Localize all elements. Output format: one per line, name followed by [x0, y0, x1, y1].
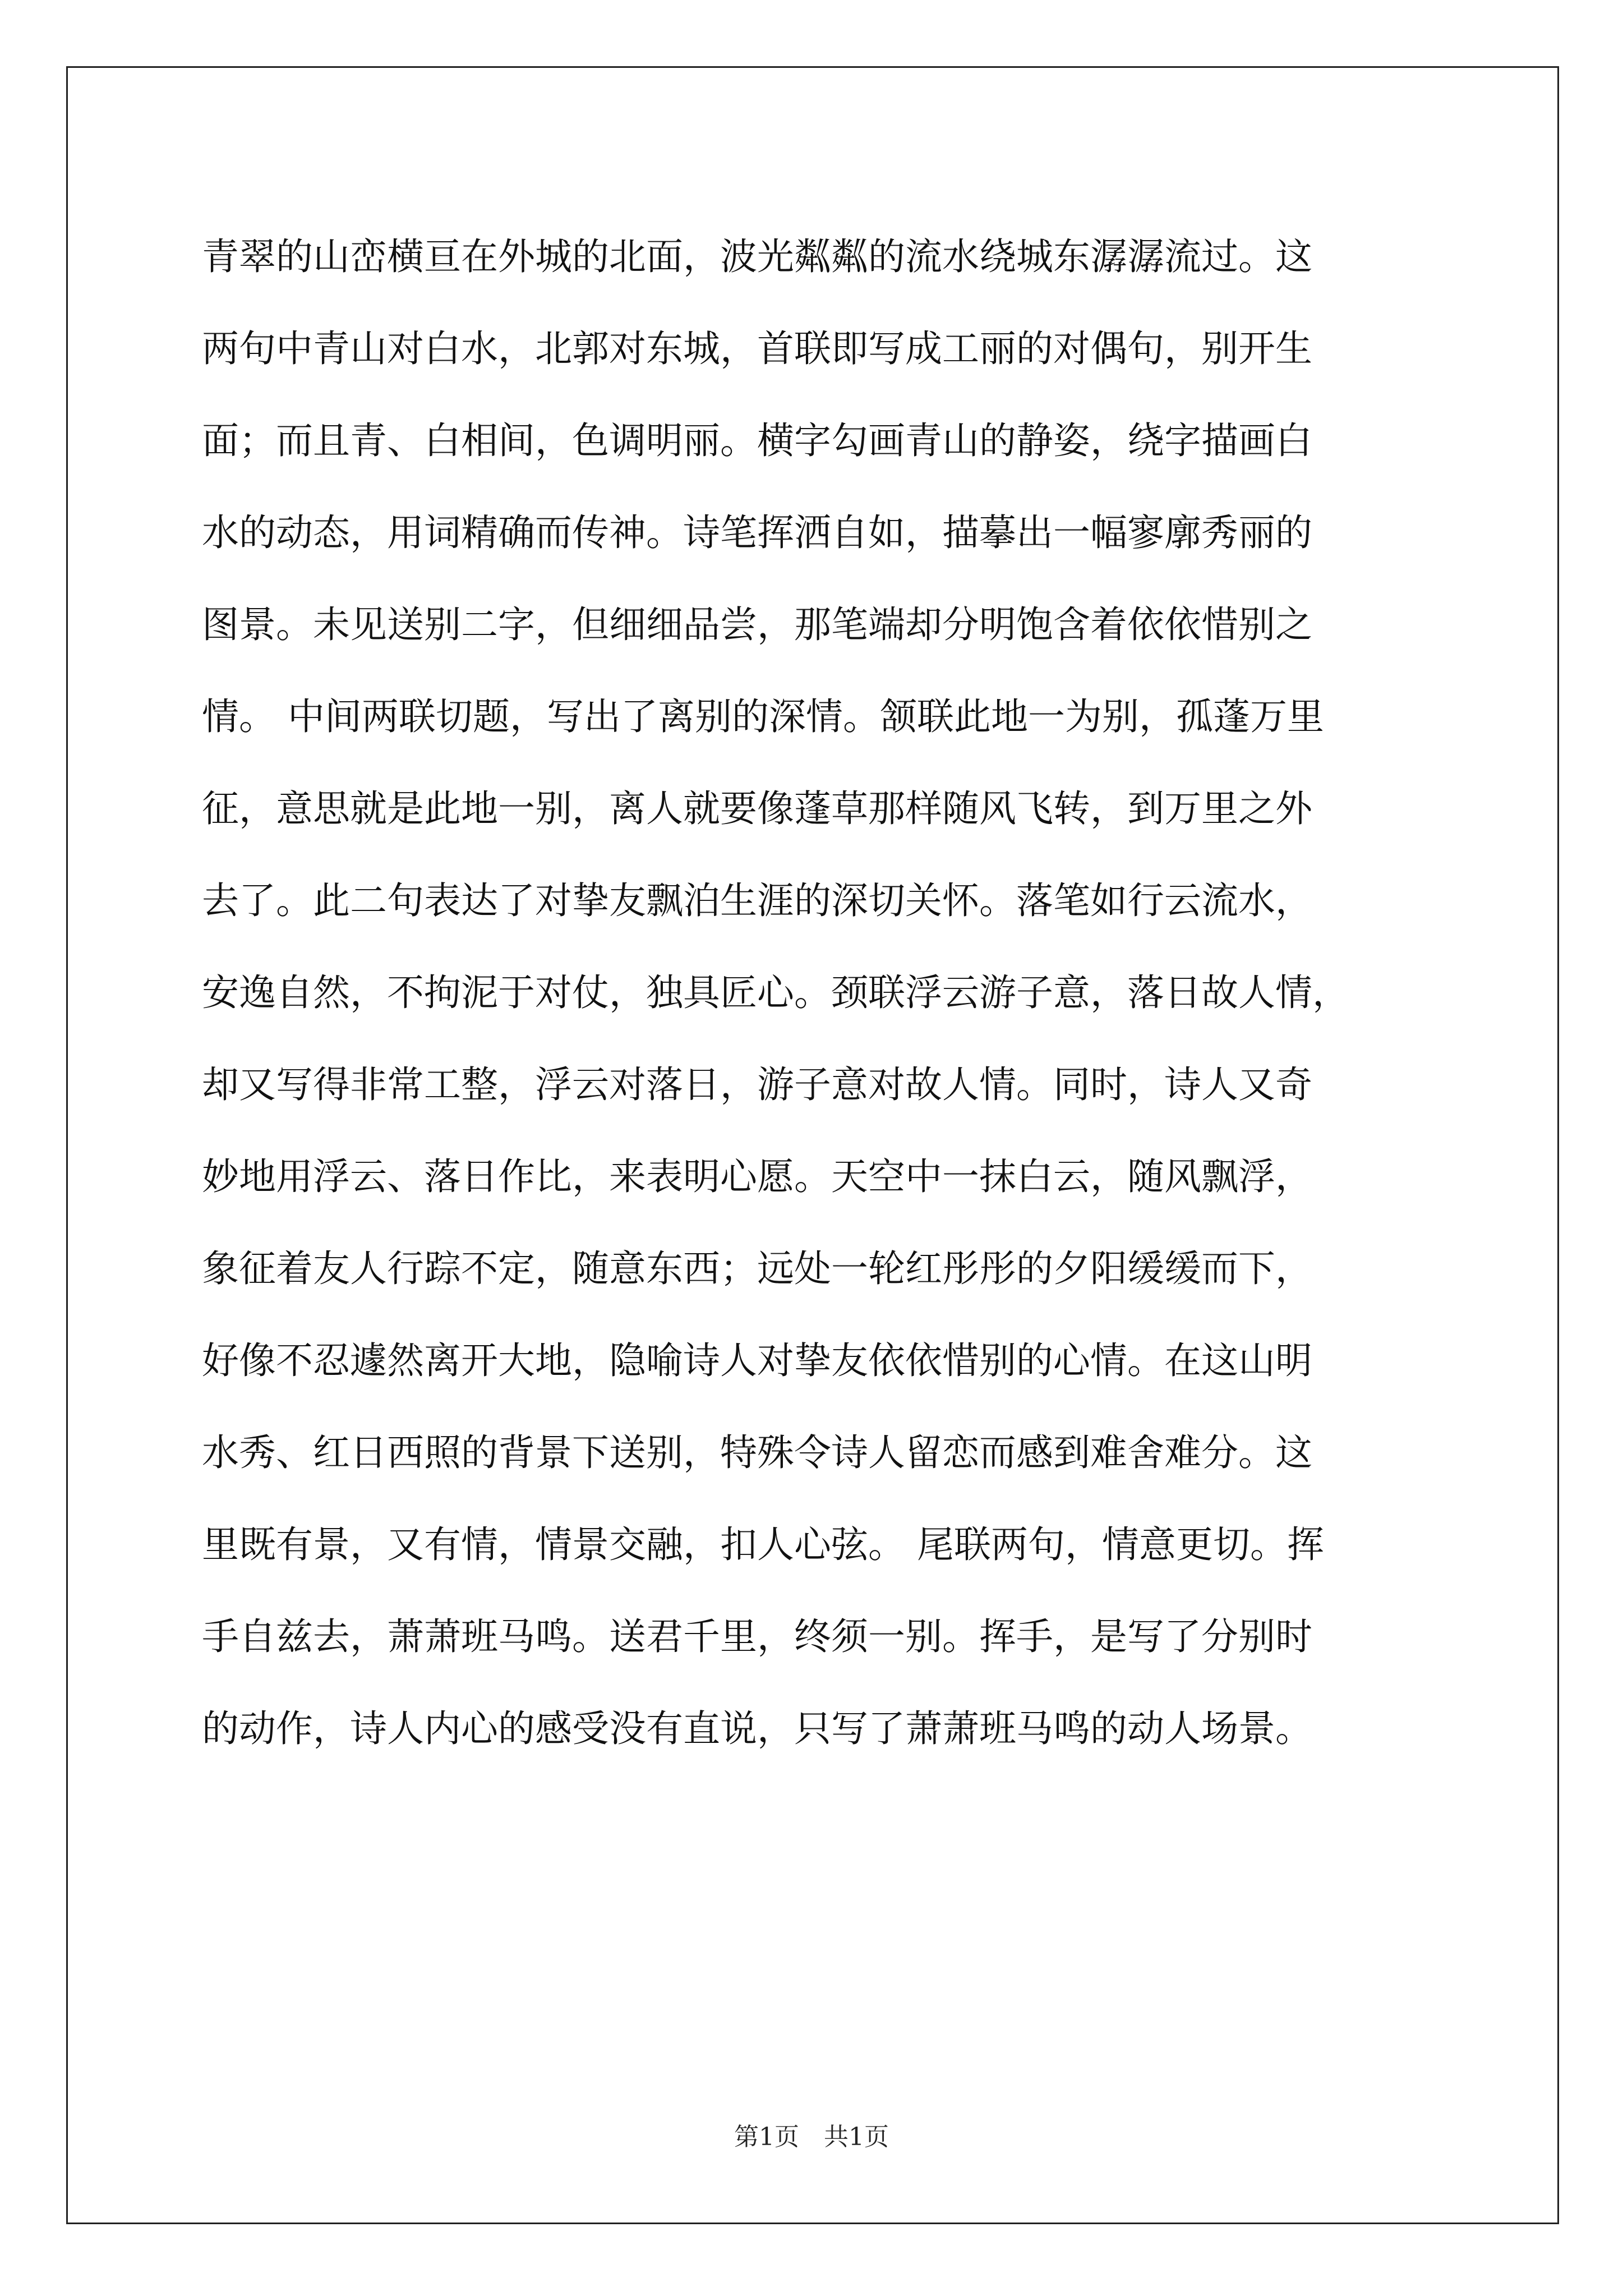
text-line-12: 象征着友人行踪不定，随意东西；远处一轮红彤彤的夕阳缓缓而下， [202, 1247, 1312, 1290]
text-line-5: 图景。未见送别二字，但细细品尝，那笔端却分明饱含着依依惜别之 [202, 603, 1312, 646]
text-line-2: 两句中青山对白水，北郭对东城，首联即写成工丽的对偶句，别开生 [202, 327, 1312, 370]
text-line-6: 情。 中间两联切题，写出了离别的深情。颔联此地一为别，孤蓬万里 [202, 695, 1324, 738]
text-line-1: 青翠的山峦横亘在外城的北面，波光粼粼的流水绕城东潺潺流过。这 [202, 235, 1312, 278]
text-line-16: 手自兹去，萧萧班马鸣。送君千里，终须一别。挥手，是写了分别时 [202, 1615, 1312, 1658]
text-line-4: 水的动态，用词精确而传神。诗笔挥洒自如，描摹出一幅寥廓秀丽的 [202, 511, 1312, 554]
text-line-3: 面；而且青、白相间，色调明丽。横字勾画青山的静姿，绕字描画白 [202, 419, 1312, 462]
document-body [202, 211, 1458, 1775]
text-line-17: 的动作，诗人内心的感受没有直说，只写了萧萧班马鸣的动人场景。 [202, 1707, 1312, 1750]
text-line-8: 去了。此二句表达了对挚友飘泊生涯的深切关怀。落笔如行云流水， [202, 879, 1312, 922]
page-number-footer: 第1页 共1页 [734, 2123, 889, 2151]
text-line-14: 水秀、红日西照的背景下送别，特殊令诗人留恋而感到难舍难分。这 [202, 1431, 1312, 1474]
text-line-9: 安逸自然，不拘泥于对仗，独具匠心。颈联浮云游子意，落日故人情， [202, 971, 1349, 1014]
text-line-15: 里既有景，又有情，情景交融，扣人心弦。 尾联两句，情意更切。挥 [202, 1523, 1324, 1566]
text-line-10: 却又写得非常工整，浮云对落日，游子意对故人情。同时，诗人又奇 [202, 1063, 1312, 1106]
text-line-11: 妙地用浮云、落日作比，来表明心愿。天空中一抹白云，随风飘浮， [202, 1155, 1312, 1198]
text-line-13: 好像不忍遽然离开大地，隐喻诗人对挚友依依惜别的心情。在这山明 [202, 1339, 1312, 1382]
text-line-7: 征，意思就是此地一别，离人就要像蓬草那样随风飞转，到万里之外 [202, 787, 1312, 830]
